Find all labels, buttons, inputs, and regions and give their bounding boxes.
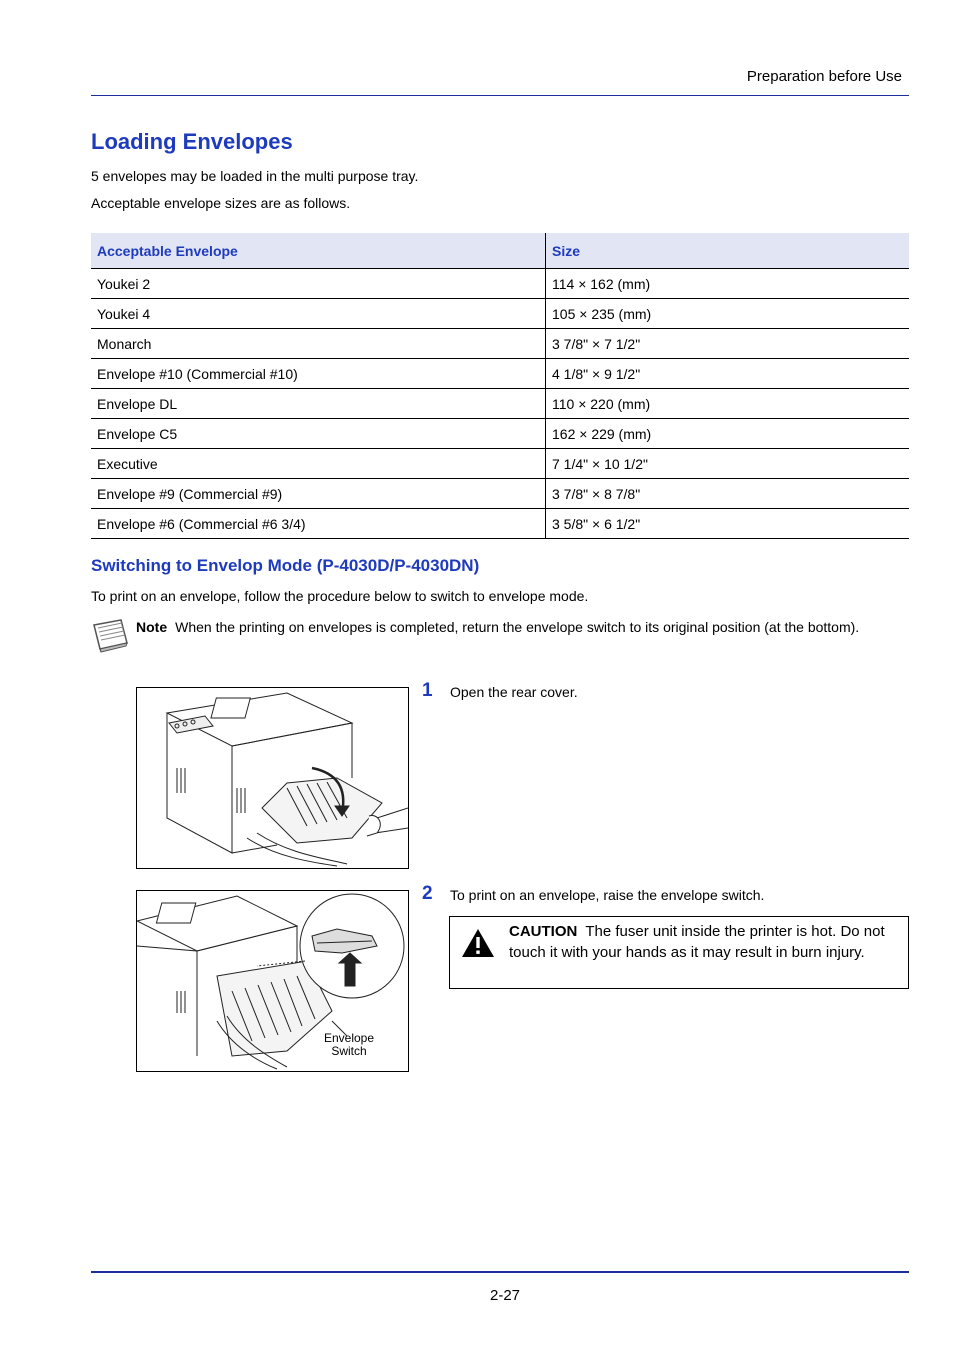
step-1-text: Open the rear cover. [450, 684, 578, 700]
subsection-intro: To print on an envelope, follow the procedure below to switch to envelope mode. [91, 588, 589, 604]
table-row [91, 389, 909, 419]
caution-box [449, 916, 909, 989]
table-row [91, 479, 909, 509]
caution-text [509, 921, 899, 963]
envelope-cell: Monarch [91, 329, 546, 359]
size-cell: 7 1/4" × 10 1/2" [546, 449, 910, 479]
envelope-size-table [91, 233, 909, 539]
size-cell: 110 × 220 (mm) [546, 389, 910, 419]
footer-rule [91, 1271, 909, 1273]
envelope-cell: Executive [91, 449, 546, 479]
caution-label: CAUTION [509, 923, 578, 940]
size-cell: 4 1/8" × 9 1/2" [546, 359, 910, 389]
envelope-switch-label [315, 1032, 383, 1058]
note-label: Note [136, 619, 168, 635]
envelope-cell: Envelope #9 (Commercial #9) [91, 479, 546, 509]
note-icon [91, 617, 129, 653]
envelope-cell: Envelope #10 (Commercial #10) [91, 359, 546, 389]
table-header-row [91, 233, 909, 269]
intro-line-2: Acceptable envelope sizes are as follows. [91, 195, 351, 211]
size-cell: 3 5/8" × 6 1/2" [546, 509, 910, 539]
caution-body: The fuser unit inside the printer is hot. Do not touch it with your hands as it may result in burn injury. [509, 923, 885, 961]
open-rear-cover-figure [136, 687, 409, 869]
table-row [91, 419, 909, 449]
table-row [91, 509, 909, 539]
column-header-envelope: Acceptable Envelope [91, 233, 546, 269]
step-2-text: To print on an envelope, raise the envelope switch. [450, 887, 765, 903]
envelope-switch-figure [136, 890, 409, 1072]
header-rule [91, 95, 909, 96]
size-cell: 114 × 162 (mm) [546, 269, 910, 299]
step-1-number: 1 [422, 680, 433, 701]
table-row [91, 269, 909, 299]
table-row [91, 359, 909, 389]
envelope-cell: Youkei 4 [91, 299, 546, 329]
table-row [91, 449, 909, 479]
intro-line-1: 5 envelopes may be loaded in the multi purpose tray. [91, 168, 419, 184]
size-cell: 162 × 229 (mm) [546, 419, 910, 449]
note [136, 618, 896, 637]
step-2-number: 2 [422, 883, 433, 904]
warning-icon [460, 927, 496, 959]
envelope-cell: Envelope DL [91, 389, 546, 419]
page-number: 2-27 [489, 1287, 521, 1304]
page-title: Loading Envelopes [91, 129, 293, 154]
note-body: When the printing on envelopes is completed, return the envelope switch to its original position (at the bottom). [175, 619, 860, 635]
size-cell: 3 7/8" × 7 1/2" [546, 329, 910, 359]
table-row [91, 329, 909, 359]
table-row [91, 299, 909, 329]
size-cell: 105 × 235 (mm) [546, 299, 910, 329]
envelope-switch-label-line-1: Envelope [323, 1031, 375, 1045]
envelope-cell: Youkei 2 [91, 269, 546, 299]
column-header-size: Size [546, 233, 910, 269]
subsection-title: Switching to Envelop Mode (P-4030D/P-4030DN) [91, 556, 480, 575]
envelope-cell: Envelope #6 (Commercial #6 3/4) [91, 509, 546, 539]
size-cell: 3 7/8" × 8 7/8" [546, 479, 910, 509]
envelope-switch-label-line-2: Switch [331, 1044, 367, 1058]
running-header: Preparation before Use [746, 68, 902, 85]
envelope-cell: Envelope C5 [91, 419, 546, 449]
